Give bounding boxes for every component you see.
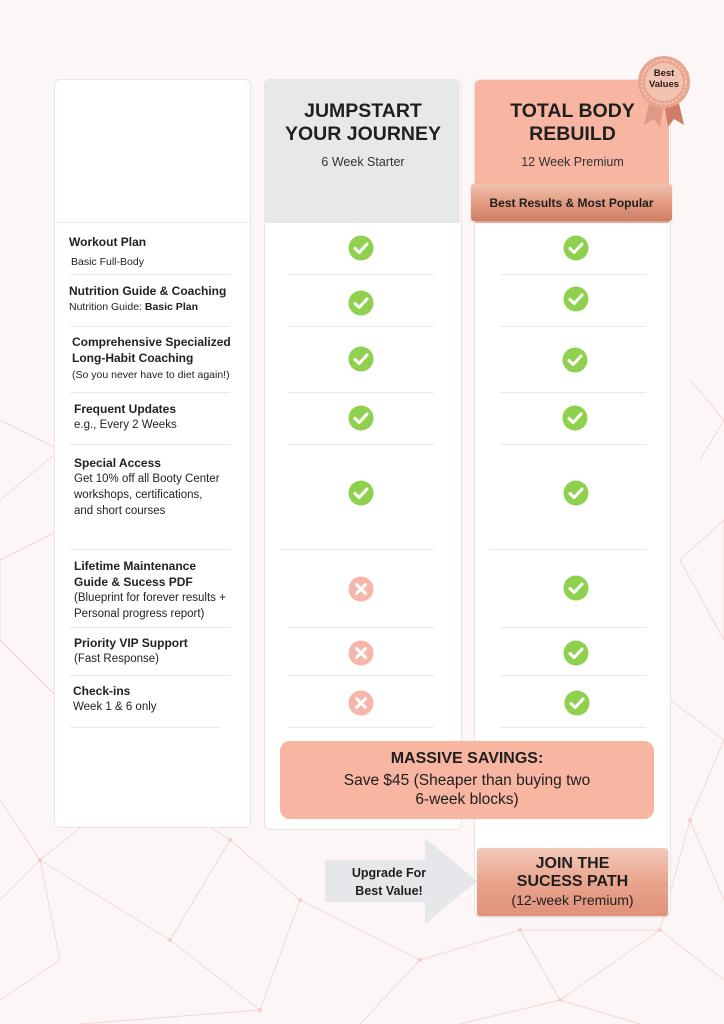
feature-description: (So you never have to diet again!) — [72, 369, 230, 381]
feature-special-access — [74, 455, 224, 519]
total-nutrition-check-icon — [563, 286, 589, 312]
total-maintenance-check-icon — [563, 575, 589, 601]
row-divider — [56, 222, 249, 223]
title-line: JUMPSTART — [304, 100, 422, 122]
row-divider — [500, 727, 646, 728]
feature-description — [69, 299, 247, 315]
row-divider — [70, 392, 230, 393]
row-divider — [500, 326, 646, 327]
cta-line: SUCESS PATH — [516, 873, 629, 890]
total-updates-check-icon — [562, 405, 588, 431]
title-line: REBUILD — [529, 123, 616, 145]
feature-nutrition-guide — [69, 283, 247, 315]
row-divider — [280, 549, 434, 550]
upgrade-line: Best Value! — [355, 884, 423, 898]
jumpstart-nutrition-check-icon — [348, 290, 374, 316]
jumpstart-special-access-check-icon — [348, 480, 374, 506]
badge-line: Values — [648, 79, 680, 90]
feature-description: Week 1 & 6 only — [73, 701, 157, 713]
jumpstart-vip-support-cross-icon — [348, 640, 374, 666]
row-divider — [288, 392, 434, 393]
best-results-ribbon: Best Results & Most Popular — [471, 184, 672, 221]
total-check-ins-check-icon — [564, 690, 590, 716]
upgrade-line: Upgrade For — [351, 866, 427, 880]
feature-lifetime-maintenance — [74, 558, 244, 622]
feature-workout-plan — [69, 234, 244, 270]
total-special-access-check-icon — [563, 480, 589, 506]
row-divider — [288, 444, 434, 445]
best-values-badge-text — [636, 68, 692, 90]
feature-title: Priority VIP Support — [74, 636, 188, 650]
features-column — [54, 79, 251, 828]
feature-priority-vip-support — [74, 635, 239, 667]
feature-description: Basic Full-Body — [71, 256, 144, 268]
row-divider — [288, 274, 434, 275]
jumpstart-workout-plan-check-icon — [348, 235, 374, 261]
jumpstart-check-ins-cross-icon — [348, 690, 374, 716]
savings-description: Save $45 (Sheaper than buying two 6-week blocks) — [343, 772, 591, 808]
jumpstart-subtitle: 6 Week Starter — [321, 155, 405, 169]
row-divider — [288, 627, 434, 628]
feature-title: Frequent Updates — [74, 402, 177, 416]
total-coaching-check-icon — [562, 347, 588, 373]
row-divider — [288, 326, 434, 327]
jumpstart-updates-check-icon — [348, 405, 374, 431]
row-divider — [70, 326, 230, 327]
row-divider — [70, 444, 230, 445]
feature-check-ins — [73, 683, 238, 715]
row-divider — [288, 675, 434, 676]
feature-description: e.g., Every 2 Weeks — [74, 419, 177, 431]
join-success-path-button[interactable] — [477, 848, 668, 916]
row-divider — [500, 675, 646, 676]
savings-title: MASSIVE SAVINGS: — [390, 750, 544, 767]
feature-title: Comprehensive Specialized Long-Habit Coaching — [72, 335, 231, 365]
cta-title — [477, 855, 668, 891]
total-vip-support-check-icon — [563, 640, 589, 666]
row-divider — [70, 627, 230, 628]
badge-line: Best — [653, 68, 675, 79]
row-divider — [500, 627, 646, 628]
title-line: TOTAL BODY — [510, 100, 635, 122]
description-bold: Basic Plan — [144, 301, 198, 313]
cta-subtitle: (12-week Premium) — [511, 892, 634, 908]
feature-long-habit-coaching — [72, 334, 247, 383]
best-values-badge-icon — [636, 55, 692, 127]
feature-title: Workout Plan — [69, 235, 147, 249]
row-divider — [288, 727, 434, 728]
feature-title: Nutrition Guide & Coaching — [69, 284, 227, 298]
jumpstart-coaching-check-icon — [348, 346, 374, 372]
cta-line: JOIN THE — [535, 855, 610, 872]
row-divider — [500, 392, 646, 393]
row-divider — [70, 727, 220, 728]
feature-title: Check-ins — [73, 684, 131, 698]
jumpstart-maintenance-cross-icon — [348, 576, 374, 602]
feature-description: (Blueprint for forever results + Personal progress report) — [74, 592, 226, 620]
feature-title: Special Access — [74, 456, 161, 470]
feature-title: Lifetime Maintenance Guide & Sucess PDF — [74, 559, 197, 589]
jumpstart-column — [264, 79, 462, 830]
feature-description: Get 10% off all Booty Center workshops, certifications, and short courses — [74, 473, 220, 517]
row-divider — [70, 549, 230, 550]
title-line: YOUR JOURNEY — [284, 123, 442, 145]
row-divider — [70, 675, 230, 676]
row-divider — [490, 549, 646, 550]
total-workout-plan-check-icon — [563, 235, 589, 261]
description-prefix: Nutrition Guide: — [69, 301, 145, 313]
total-body-subtitle: 12 Week Premium — [521, 155, 624, 169]
row-divider — [500, 444, 646, 445]
upgrade-label — [333, 864, 445, 900]
savings-banner — [280, 741, 654, 819]
jumpstart-title — [264, 100, 462, 146]
row-divider — [70, 274, 230, 275]
feature-description: (Fast Response) — [74, 653, 160, 665]
row-divider — [500, 274, 646, 275]
feature-frequent-updates — [74, 401, 239, 433]
